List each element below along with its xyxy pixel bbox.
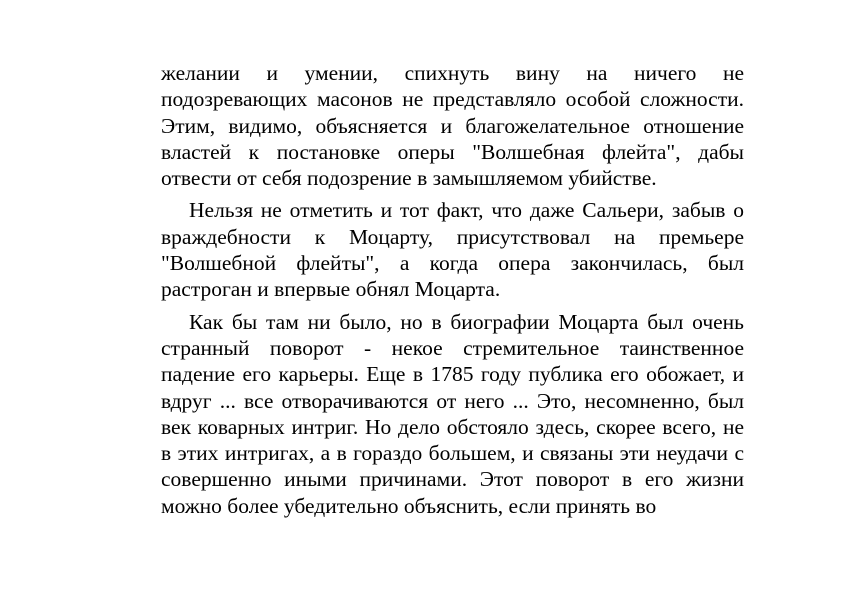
paragraph-2: Нельзя не отметить и тот факт, что даже Сальери, забыв о враждебности к Моцарту, присутствовал на премьере "Волшебной флейты", а когда опера закончилась, был растроган и впервые обнял Моцарта.	[161, 198, 744, 302]
paragraph-1: желании и умении, спихнуть вину на ничего не подозревающих масонов не представляло особой сложности. Этим, видимо, объясняется и благожелательное отношение властей к постановке оперы "Волшебная флейта", дабы отвести от себя подозрение в замышляемом убийстве.	[161, 61, 744, 191]
document-page	[161, 60, 744, 525]
paragraph-3: Как бы там ни было, но в биографии Моцарта был очень странный поворот - некое стремительное таинственное падение его карьеры. Еще в 1785 году публика его обожает, и вдруг ... все отворачиваются от него ... Это, несомненно, был век коварных интриг. Но дело обстояло здесь, скорее всего, не в этих интригах, а в гораздо большем, и связаны эти неудачи с совершенно иными причинами. Этот поворот в его жизни можно более убедительно объяснить, если принять во	[161, 309, 744, 518]
